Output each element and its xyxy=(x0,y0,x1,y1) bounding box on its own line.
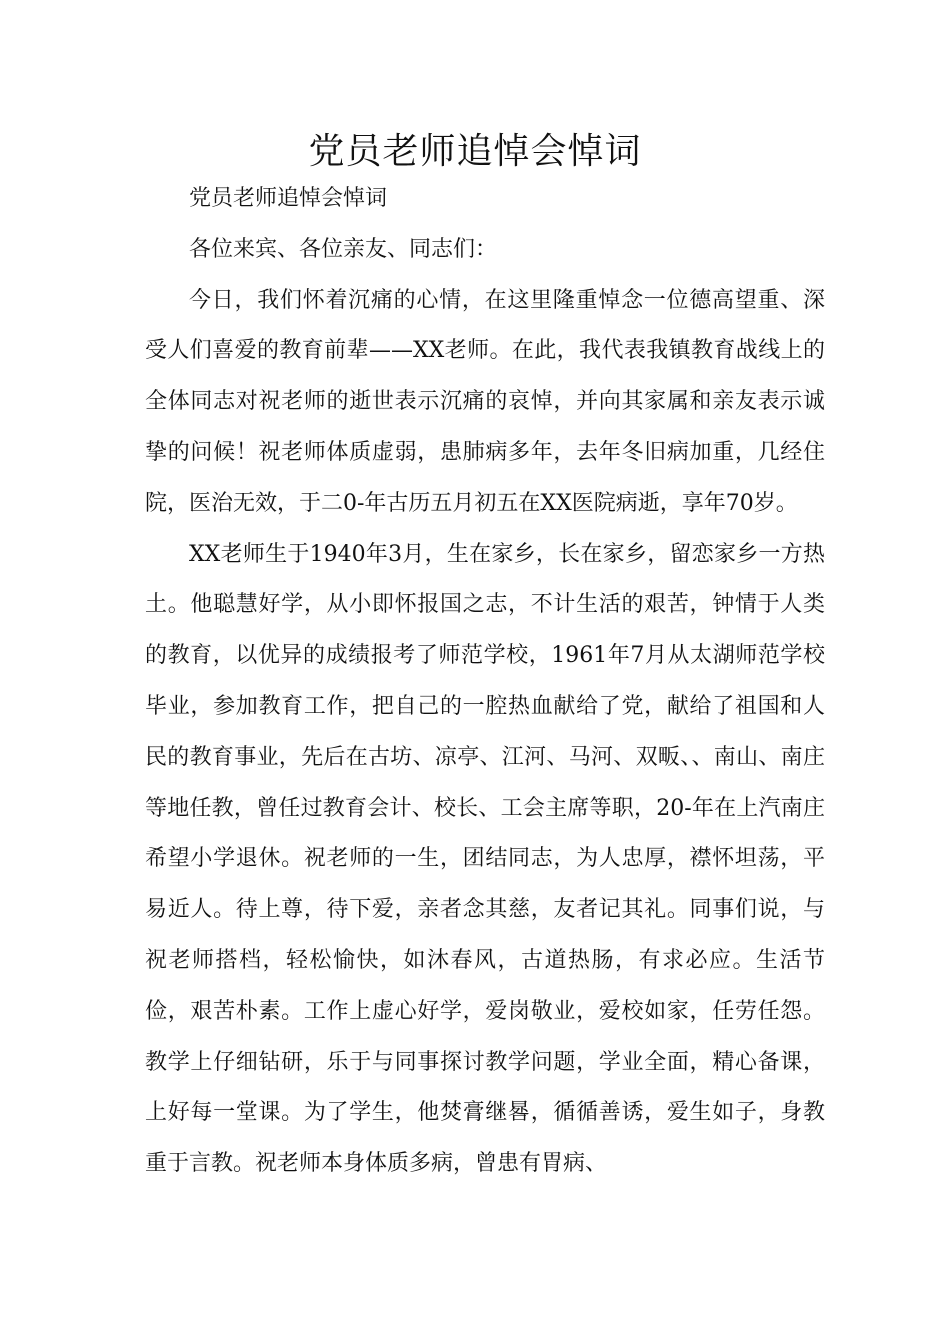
salutation-paragraph: 各位来宾、各位亲友、同志们： xyxy=(189,236,498,262)
body-paragraph: 今日，我们怀着沉痛的心情，在这里隆重悼念一位德高望重、深受人们喜爱的教育前辈——XX老师。在此，我代表我镇教育战线上的全体同志对祝老师的逝世表示沉痛的哀悼，并向其家属和亲友表示诚挚的问候！祝老师体质虚弱，患肺病多年，去年冬旧病加重，几经住院，医治无效，于二0-年古历五月初五在XX医院病逝，享年70岁。 xyxy=(145,287,825,516)
document-body xyxy=(145,174,825,1190)
body-paragraph: XX老师生于1940年3月，生在家乡，长在家乡，留恋家乡一方热土。他聪慧好学，从小即怀报国之志，不计生活的艰苦，钟情于人类的教育，以优异的成绩报考了师范学校，1961年7月从太湖师范学校毕业，参加教育工作，把自己的一腔热血献给了党，献给了祖国和人民的教育事业，先后在古坊、凉亭、江河、马河、双畈、、南山、南庄等地任教，曾任过教育会计、校长、工会主席等职，20-年在上汽南庄希望小学退休。祝老师的一生，团结同志，为人忠厚，襟怀坦荡，平易近人。待上尊，待下爱，亲者念其慈，友者记其礼。同事们说，与祝老师搭档，轻松愉快，如沐春风，古道热肠，有求必应。生活节俭，艰苦朴素。工作上虚心好学，爱岗敬业，爱校如家，任劳任怨。教学上仔细钻研，乐于与同事探讨教学问题，学业全面，精心备课，上好每一堂课。为了学生，他焚膏继晷，循循善诱，爱生如子，身教重于言教。祝老师本身体质多病，曾患有胃病、 xyxy=(145,541,825,1177)
subtitle-paragraph: 党员老师追悼会悼词 xyxy=(189,186,388,211)
document-title: 党员老师追悼会悼词 xyxy=(308,131,642,172)
